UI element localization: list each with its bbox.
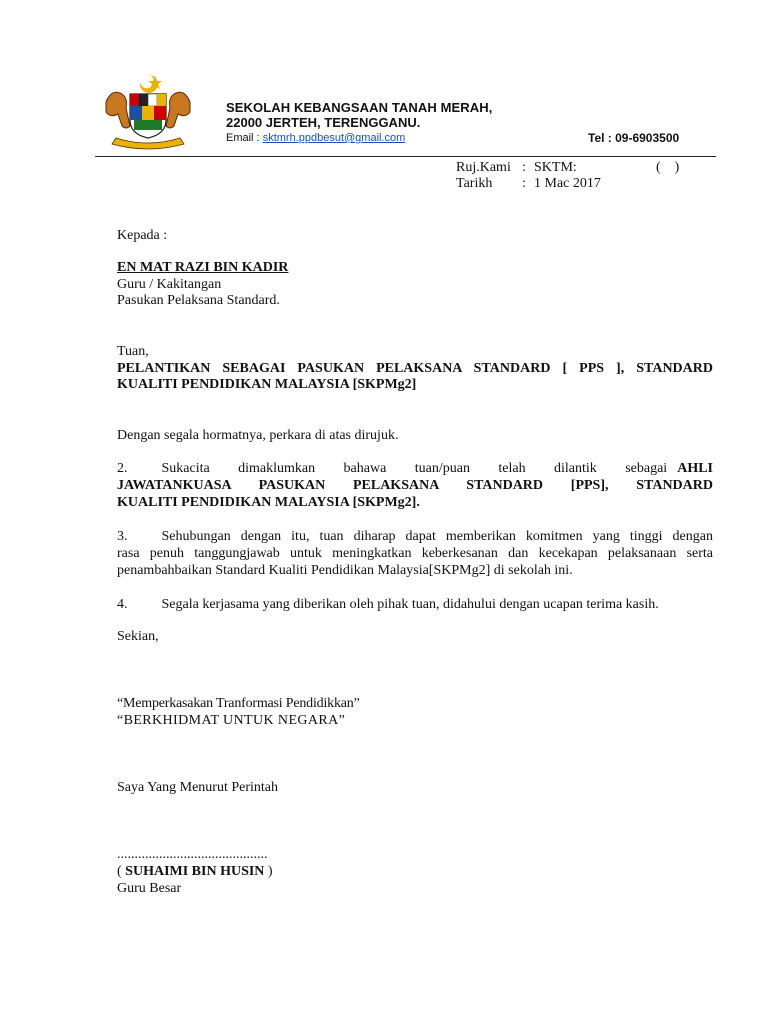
ref-colon: : bbox=[522, 160, 526, 175]
letterhead-divider bbox=[95, 156, 716, 157]
paragraph-2-bold-2: JAWATANKUASA PASUKAN PELAKSANA STANDARD [PPS], STANDARD bbox=[117, 478, 713, 493]
paragraph-3-line-3: penambahbaikan Standard Kualiti Pendidikan Malaysia[SKPMg2] di sekolah ini. bbox=[117, 563, 573, 578]
date-value: 1 Mac 2017 bbox=[534, 176, 601, 191]
paragraph-3-line-2: rasa penuh tanggungjawab untuk meningkatkan keberkesanan dan kecekapan pelaksanaan serta bbox=[117, 546, 713, 561]
recipient-name: EN MAT RAZI BIN KADIR bbox=[117, 260, 289, 275]
subject-line-1: PELANTIKAN SEBAGAI PASUKAN PELAKSANA STANDARD [ PPS ], STANDARD bbox=[117, 361, 713, 376]
signatory-open-bracket: ( bbox=[117, 864, 126, 879]
paragraph-2-bold-1: AHLI bbox=[677, 461, 713, 476]
paragraph-1: Dengan segala hormatnya, perkara di atas dirujuk. bbox=[117, 428, 399, 443]
signatory-name: SUHAIMI BIN HUSIN bbox=[125, 864, 265, 879]
school-name: SEKOLAH KEBANGSAAN TANAH MERAH, bbox=[226, 100, 493, 115]
paragraph-3-number: 3. bbox=[117, 529, 128, 544]
signatory-line bbox=[117, 863, 273, 880]
recipient-unit: Pasukan Pelaksana Standard. bbox=[117, 293, 280, 308]
paragraph-4 bbox=[117, 596, 713, 613]
paragraph-3-text-1: Sehubungan dengan itu, tuan diharap dapat memberikan komitmen yang tinggi dengan bbox=[161, 529, 713, 544]
ref-number-bracket: ( ) bbox=[656, 160, 680, 175]
signatory-close-bracket: ) bbox=[264, 864, 273, 879]
paragraph-3-line-1 bbox=[117, 528, 713, 545]
paragraph-4-text: Segala kerjasama yang diberikan oleh pihak tuan, didahului dengan ucapan terima kasih. bbox=[161, 597, 659, 612]
recipient-heading: Kepada : bbox=[117, 228, 168, 243]
coat-of-arms-logo bbox=[100, 72, 196, 152]
school-telephone: Tel : 09-6903500 bbox=[588, 131, 680, 145]
signatory-title: Guru Besar bbox=[117, 881, 182, 896]
ref-value: SKTM: bbox=[534, 160, 577, 175]
email-link[interactable]: sktmrh.ppdbesut@gmail.com bbox=[262, 132, 406, 144]
paragraph-2-bold-3: KUALITI PENDIDIKAN MALAYSIA [SKPMg2]. bbox=[117, 495, 420, 510]
date-label: Tarikh bbox=[456, 176, 493, 191]
school-address: 22000 JERTEH, TERENGGANU. bbox=[226, 115, 421, 130]
school-email-line bbox=[226, 132, 405, 144]
ref-label: Ruj.Kami bbox=[456, 160, 511, 175]
paragraph-2-text: Sukacita dimaklumkan bahawa tuan/puan telah dilantik sebagai bbox=[161, 461, 668, 476]
motto-1: “Memperkasakan Tranformasi Pendidikkan” bbox=[117, 696, 360, 711]
email-label: Email : bbox=[226, 132, 260, 144]
motto-2: “BERKHIDMAT UNTUK NEGARA” bbox=[117, 713, 346, 728]
paragraph-2-line-1 bbox=[117, 460, 713, 477]
closing: Sekian, bbox=[117, 629, 159, 644]
signature-dots: ........................................... bbox=[117, 847, 268, 862]
recipient-position: Guru / Kakitangan bbox=[117, 277, 222, 292]
subject-line-2: KUALITI PENDIDIKAN MALAYSIA [SKPMg2] bbox=[117, 377, 417, 392]
date-colon: : bbox=[522, 176, 526, 191]
greeting: Tuan, bbox=[117, 344, 149, 359]
paragraph-2-number: 2. bbox=[117, 461, 128, 476]
paragraph-4-number: 4. bbox=[117, 597, 128, 612]
obey-phrase: Saya Yang Menurut Perintah bbox=[117, 780, 278, 795]
